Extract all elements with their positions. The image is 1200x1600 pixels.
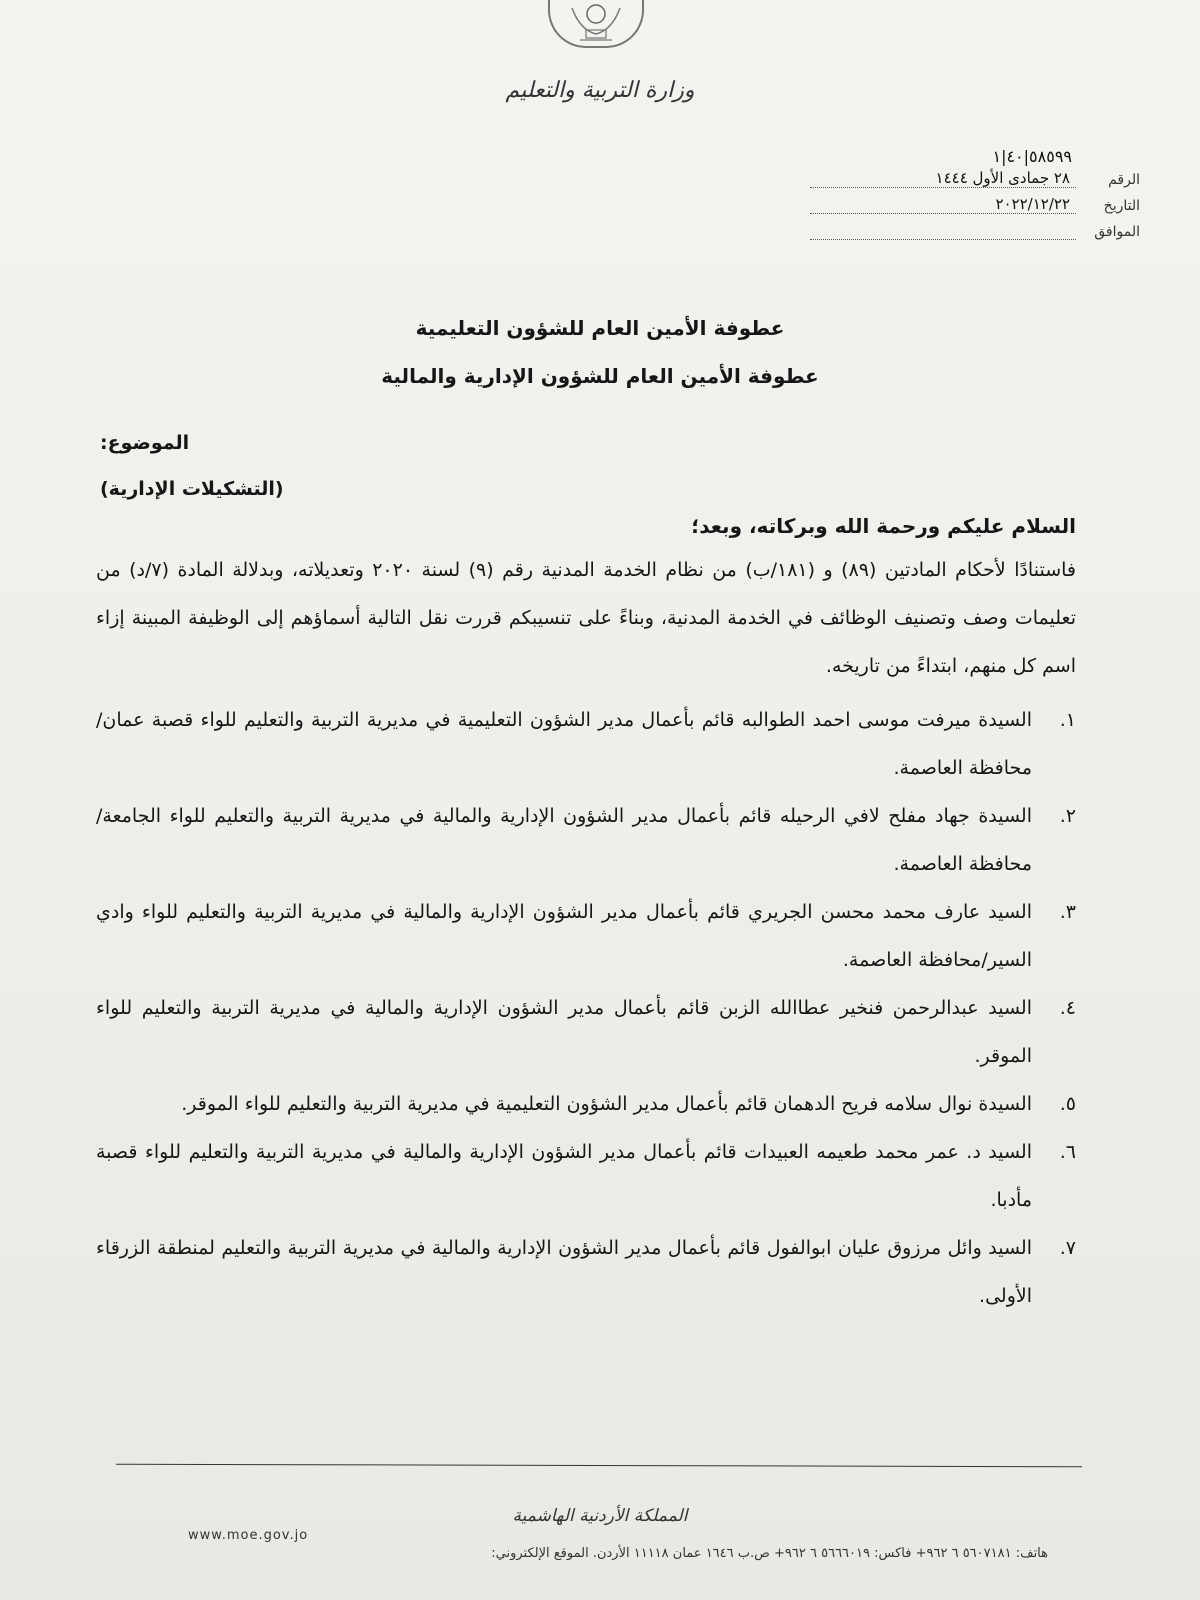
list-item (96, 888, 1076, 984)
reference-block (810, 147, 1140, 240)
transfer-list (96, 696, 1076, 1320)
item-text: السيدة نوال سلامه فريح الدهمان قائم بأعمال مدير الشؤون التعليمية في مديرية التربية والتعليم للواء الموقر. (181, 1093, 1032, 1115)
kingdom-name: المملكة الأردنية الهاشمية (512, 1506, 688, 1526)
coat-of-arms-icon (548, 0, 644, 48)
date-label: التاريخ (1103, 198, 1140, 214)
list-item (96, 696, 1076, 792)
item-text: السيدة جهاد مفلح لافي الرحيله قائم بأعمال مدير الشؤون الإدارية والمالية في مديرية التربية والتعليم للواء الجامعة/محافظة العاصمة. (96, 805, 1032, 875)
hijri-date: ٢٨ جمادى الأول ١٤٤٤ (935, 169, 1070, 187)
item-text: السيدة ميرفت موسى احمد الطوالبه قائم بأعمال مدير الشؤون التعليمية في مديرية التربية والتعليم للواء قصبة عمان/محافظة العاصمة. (96, 709, 1032, 779)
greeting: السلام عليكم ورحمة الله وبركاته، وبعد؛ (691, 514, 1076, 538)
item-number: ٣. (1059, 901, 1076, 923)
list-item (96, 1080, 1076, 1128)
corresponding-line (810, 221, 1076, 240)
list-item (96, 984, 1076, 1080)
item-text: السيد د. عمر محمد طعيمه العبيدات قائم بأعمال مدير الشؤون الإدارية والمالية في مديرية التربية والتعليم للواء قصبة مأدبا. (96, 1141, 1032, 1211)
letter-body (96, 506, 1076, 1320)
list-item (96, 792, 1076, 888)
ref-label: الرقم (1108, 172, 1140, 188)
corresponding-row (810, 214, 1140, 240)
list-item (96, 1128, 1076, 1224)
emblem-drawing (550, 0, 642, 46)
date-row (810, 188, 1140, 214)
contact-details: هاتف: ٥٦٠٧١٨١ ٦ ٩٦٢+ فاكس: ٥٦٦٦٠١٩ ٦ ٩٦٢+ ص.ب ١٦٤٦ عمان ١١١١٨ الأردن. الموقع الإلكتروني: (491, 1546, 1048, 1561)
item-text: السيد وائل مرزوق عليان ابوالفول قائم بأعمال مدير الشؤون الإدارية والمالية في مديرية التربية والتعليم لمنطقة الزرقاء الأولى. (96, 1237, 1032, 1307)
item-number: ١. (1059, 709, 1076, 731)
intro-paragraph: فاستنادًا لأحكام المادتين (٨٩) و (١٨١/ب) من نظام الخدمة المدنية رقم (٩) لسنة ٢٠٢٠ وتعديلاته، وبدلالة المادة (٧/د) من تعليمات وصف وتصنيف الوظائف في الخدمة المدنية، وبناءً على تنسيبكم قررت نقل التالية أسماؤهم إلى الوظيفة المبينة إزاء اسم كل منهم، ابتداءً من تاريخه. (96, 559, 1076, 677)
item-number: ٢. (1059, 805, 1076, 827)
ref-row (810, 147, 1140, 188)
recipients (300, 304, 900, 400)
item-number: ٥. (1059, 1093, 1076, 1115)
footer-divider (116, 1464, 1082, 1468)
item-text: السيد عارف محمد محسن الجريري قائم بأعمال مدير الشؤون الإدارية والمالية في مديرية التربية والتعليم للواء وادي السير/محافظة العاصمة. (96, 901, 1032, 971)
subject-value: (التشكيلات الإدارية) (100, 478, 284, 500)
ref-line (810, 147, 1076, 188)
date-value: ٢٠٢٢/١٢/٢٢ (810, 195, 1076, 214)
ref-value: ٥٨٥٩٩|٤٠|١ (992, 147, 1072, 166)
recipient-line: عطوفة الأمين العام للشؤون التعليمية (415, 316, 785, 340)
recipient-line: عطوفة الأمين العام للشؤون الإدارية والمالية (381, 364, 819, 388)
ministry-name: وزارة التربية والتعليم (505, 78, 695, 103)
list-item (96, 1224, 1076, 1320)
item-number: ٦. (1059, 1141, 1076, 1163)
item-number: ٤. (1059, 997, 1076, 1019)
subject-block (100, 420, 400, 512)
footer-contact (188, 1528, 1048, 1588)
subject-label: الموضوع: (100, 432, 190, 454)
item-number: ٧. (1059, 1237, 1076, 1259)
website-link[interactable]: www.moe.gov.jo (188, 1528, 309, 1543)
corresponding-label: الموافق (1094, 224, 1140, 240)
item-text: السيد عبدالرحمن فنخير عطاالله الزبن قائم بأعمال مدير الشؤون الإدارية والمالية في مديرية التربية والتعليم للواء الموقر. (96, 997, 1032, 1067)
